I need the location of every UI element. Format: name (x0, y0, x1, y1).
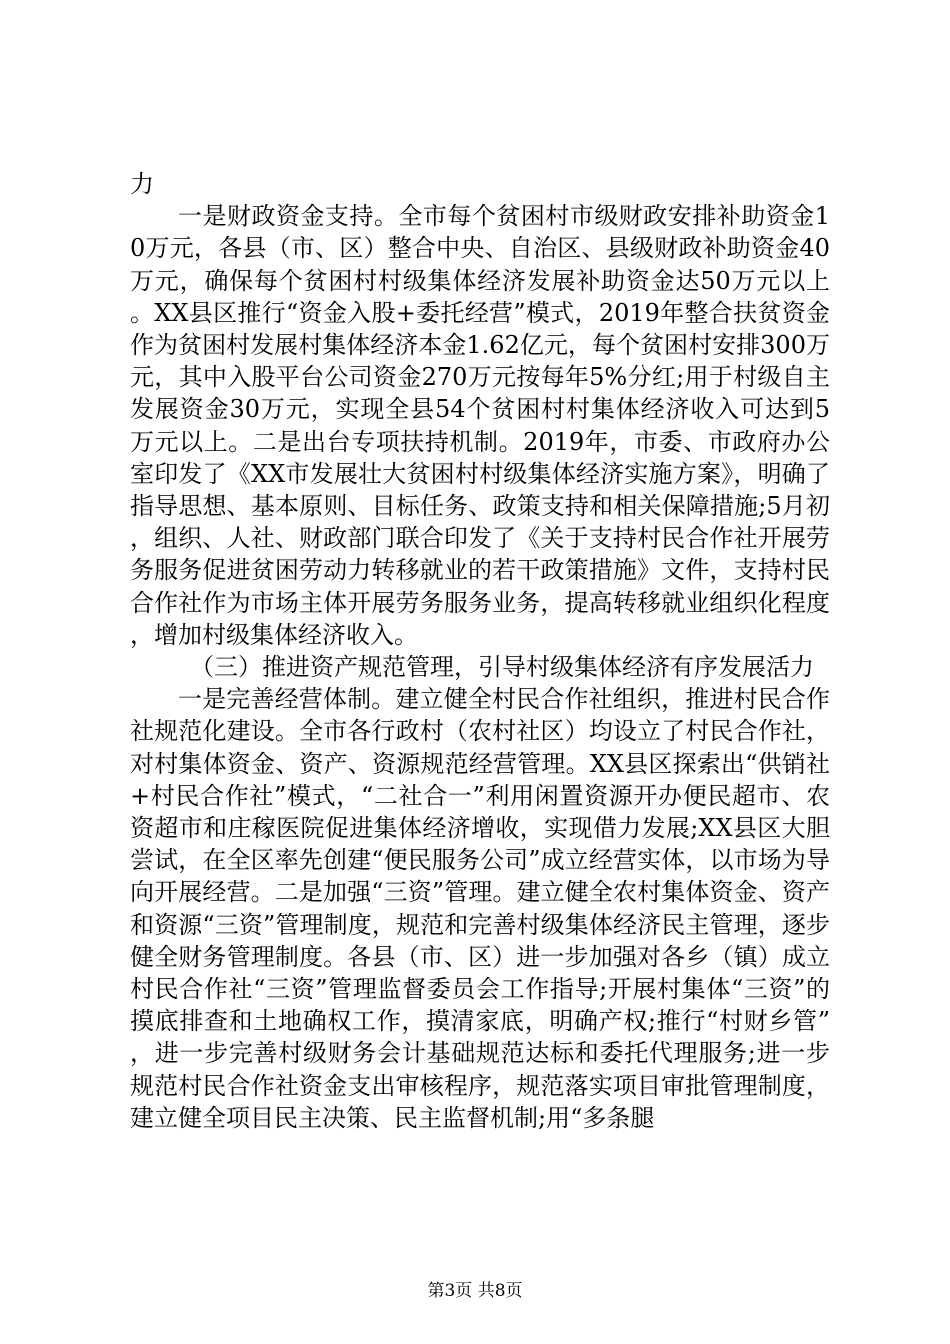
section-heading-asset-management: （三）推进资产规范管理，引导村级集体经济有序发展活力 (190, 653, 814, 682)
page-number-footer: 第3页 共8页 (427, 1281, 523, 1301)
paragraph-operation-system: 一是完善经营体制。建立健全村民合作社组织，推进村民合作社规范化建设。全市各行政村（农村社区）均设立了村民合作社，对村集体资金、资产、资源规范经营管理。XX县区探索出“供销社+村民合作社”模式，“二社合一”利用闲置资源开办便民超市、农资超市和庄稼医院促进集体经济增收，实现借力发展;XX县区大胆尝试，在全区率先创建“便民服务公司”成立经营实体，以市场为导向开展经营。二是加强“三资”管理。建立健全农村集体资金、资产和资源“三资”管理制度，规范和完善村级集体经济民主管理，逐步健全财务管理制度。各县（市、区）进一步加强对各乡（镇）成立村民合作社“三资”管理监督委员会工作指导;开展村集体“三资”的摸底排查和土地确权工作，摸清家底，明确产权;推行“村财乡管”，进一步完善村级财务会计基础规范达标和委托代理服务;进一步规范村民合作社资金支出审核程序，规范落实项目审批管理制度，建立健全项目民主决策、民主监督机制;用“多条腿 (130, 685, 830, 1132)
document-body (130, 168, 830, 1134)
paragraph-financial-support: 一是财政资金支持。全市每个贫困村市级财政安排补助资金10万元，各县（市、区）整合中央、自治区、县级财政补助资金40万元，确保每个贫困村村级集体经济发展补助资金达50万元以上。XX县区推行“资金入股+委托经营”模式，2019年整合扶贫资金作为贫困村发展村集体经济本金1.62亿元，每个贫困村安排300万元，其中入股平台公司资金270万元按每年5%分红;用于村级自主发展资金30万元，实现全县54个贫困村村集体经济收入可达到5万元以上。二是出台专项扶持机制。2019年，市委、市政府办公室印发了《XX市发展壮大贫困村村级集体经济实施方案》，明确了指导思想、基本原则、目标任务、政策支持和相关保障措施;5月初，组织、人社、财政部门联合印发了《关于支持村民合作社开展劳务服务促进贫困劳动力转移就业的若干政策措施》文件，支持村民合作社作为市场主体开展劳务服务业务，提高转移就业组织化程度，增加村级集体经济收入。 (130, 202, 830, 649)
paragraph-continuation: 力 (130, 170, 154, 198)
